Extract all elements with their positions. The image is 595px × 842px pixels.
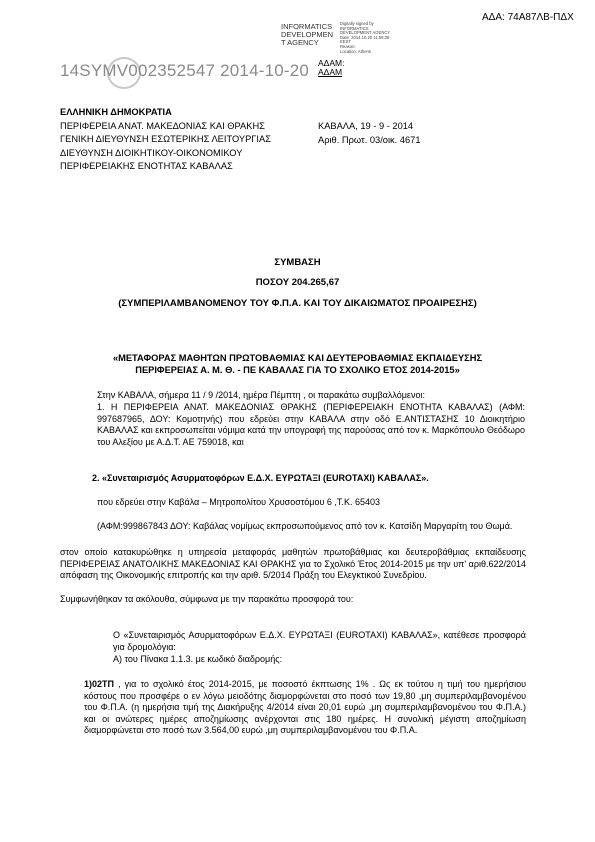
party-2-afm: (ΑΦΜ:999867843 ΔΟΥ: Καβάλας νομίμως εκπροσωπούμενος από τον κ. Κατσίδη Μαργαρίτη του Θωμά.	[97, 521, 513, 531]
signature-detail-line: EEST	[340, 39, 351, 45]
adam-value: ΑΔΑΜ	[318, 67, 343, 77]
vat-note: (ΣΥΜΠΕΡΙΛΑΜΒΑΝΟΜΕΝΟΥ ΤΟΥ Φ.Π.Α. ΚΑΙ ΤΟΥ ΔΙΚΑΙΩΜΑΤΟΣ ΠΡΟΑΙΡΕΣΗΣ)	[118, 298, 477, 309]
signature-detail-line: Date: 2014.10.20 11:59:38	[340, 34, 390, 40]
signature-detail-line: Reason:	[340, 43, 356, 49]
header-line: ΔΙΕΥΘΥΝΣΗ ΔΙΟΙΚΗΤΙΚΟΥ-ΟΙΚΟΝΟΜΙΚΟΥ	[60, 147, 243, 158]
party-2: 2. «Συνεταιρισμός Ασυρματοφόρων Ε.Δ.Χ. ΕΥΡΩΤΑΞΙ (EUROTAXI) ΚΑΒΑΛΑΣ».	[92, 473, 429, 483]
signature-detail-line: Digitally signed by	[340, 21, 374, 26]
watermark: 14SYMV002352547 2014-10-20	[60, 61, 310, 80]
authority-header	[60, 106, 271, 174]
header-line: ΓΕΝΙΚΗ ΔΙΕΥΘΥΝΣΗ ΕΣΩΤΕΡΙΚΗΣ ΛΕΙΤΟΥΡΓΙΑΣ	[60, 134, 271, 144]
header-line: ΠΕΡΙΦΕΡΕΙΑ ΑΝΑΤ. ΜΑΚΕΔΟΝΙΑΣ ΚΑΙ ΘΡΑΚΗΣ	[60, 120, 265, 131]
offer-text: Ο «Συνεταιρισμός Ασυρματοφόρων Ε.Δ.Χ. ΕΥΡΩΤΑΞΙ (EUROTAXI) ΚΑΒΑΛΑΣ», κατέθεσε προσφορά για δρομολόγια:	[113, 630, 526, 652]
awarded-text: στον οποίο κατακυρώθηκε η υπηρεσία μεταφοράς μαθητών πρωτοβάθμιας και δευτεροβάθμιας εκπαίδευσης ΠΕΡΙΦΕΡΕΙΑΣ ΑΝΑΤΟΛΙΚΗΣ ΜΑΚΕΔΟΝΙΑΣ ΚΑΙ ΘΡΑΚΗΣ για το Σχολικό Έτος 2014-2015 με την υπ' αριθ.622/2014 απόφαση της Οικονομικής επιτροπής και την αριθ. 5/2014 Πράξη του Ελεγκτικού Συνεδρίου.	[60, 547, 526, 580]
header-line: ΠΕΡΙΦΕΡΕΙΑΚΗΣ ΕΝΟΤΗΤΑΣ ΚΑΒΑΛΑΣ	[60, 161, 233, 171]
signature-detail-line: INFORMATICS	[340, 25, 369, 31]
route-code: 1)02ΤΠ	[84, 679, 115, 689]
offer-table-ref: Α) του Πίνακα 1.1.3. με κωδικό διαδρομής:	[113, 654, 283, 664]
protocol-number: Αριθ. Πρωτ. 03/οικ. 4671	[318, 134, 421, 145]
document-title: ΣΥΜΒΑΣΗ	[274, 257, 321, 268]
stamp-line: T AGENCY	[281, 38, 319, 47]
party-1: 1. Η ΠΕΡΙΦΕΡΕΙΑ ΑΝΑΤ. ΜΑΚΕΔΟΝΙΑΣ ΘΡΑΚΗΣ (ΠΕΡΙΦΕΡΕΙΑΚΗ ΕΝΟΤΗΤΑ ΚΑΒΑΛΑΣ) (ΑΦΜ: 997687965, ΔΟΥ: Κομοτηνής) που εδρεύει στην ΚΑΒΑΛΑ στην οδό Ε.ΑΝΤΙΣΤΑΣΗΣ 10 Διοικητήριο ΚΑΒΑΛΑΣ και εκπροσωπείται νόμιμα κατά την υπογραφή της παρούσας από τον κ. Μαρκόπουλο Θεόδωρο του Αλεξίου με Α.Δ.Τ. ΑΕ 759018, και	[97, 402, 525, 447]
stamp-line: INFORMATICS	[281, 22, 333, 31]
subject-line-1: «ΜΕΤΑΦΟΡΑΣ ΜΑΘΗΤΩΝ ΠΡΩΤΟΒΑΘΜΙΑΣ ΚΑΙ ΔΕΥΤΕΡΟΒΑΘΜΙΑΣ ΕΚΠΑΙΔΕΥΣΗΣ	[112, 353, 483, 363]
agreed-text: Συμφωνήθηκαν τα ακόλουθα, σύμφωνα με την παρακάτω προσφορά του:	[60, 594, 354, 604]
document-date: ΚΑΒΑΛΑ, 19 - 9 - 2014	[318, 121, 414, 131]
contract-amount: ΠΟΣΟΥ 204.265,67	[255, 277, 340, 288]
party-2-seat: που εδρεύει στην Καβάλα – Μητροπολίτου Χρυσοστόμου 6 ,Τ.Κ. 65403	[97, 497, 380, 507]
intro-text: Στην ΚΑΒΑΛΑ, σήμερα 11 / 9 /2014, ημέρα Πέμπτη , οι παρακάτω συμβαλλόμενοι:	[97, 390, 425, 400]
signature-details	[340, 22, 390, 54]
signature-detail-line: DEVELOPMENT AGENCY	[340, 30, 391, 36]
signature-detail-line: Location: Athens	[340, 48, 371, 54]
adam-label: ΑΔΑΜ:	[318, 58, 345, 68]
route-paragraph	[84, 679, 526, 737]
ada-number: ΑΔΑ: 74Α87ΛΒ-ΠΔΧ	[482, 12, 574, 23]
republic-title: ΕΛΛΗΝΙΚΗ ΔΗΜΟΚΡΑΤΙΑ	[60, 107, 172, 117]
route-details: , για το σχολικό έτος 2014-2015, με ποσοστό έκπτωσης 1% . Ως εκ τούτου η τιμή του ημερήσιου κόστους που προσφέρε ο εν λόγω μειοδότης διαμορφώνεται στο ποσό των 19,80 ,μη συμπεριλαμβανομένου του Φ.Π.Α. (η ημερήσια τιμή της Διακήρυξης 4/2014 είναι 20,01 ευρώ ,μη συμπεριλαμβανομένου του Φ.Π.Α.) και οι ανώτερες ημέρες αποζημίωσης ανέρχονται στις 180 ημέρες. Η συνολική μέγιστη αποζημίωση διαμορφώνεται στο ποσό των 3.564,00 ευρώ ,μη συμπεριλαμβανομένου του Φ.Π.Α.	[84, 679, 526, 735]
date-protocol	[318, 120, 421, 147]
stamp-line: DEVELOPMEN	[281, 30, 334, 39]
signature-stamp	[281, 23, 333, 47]
subject-line-2: ΠΕΡΙΦΕΡΕΙΑΣ Α. Μ. Θ. - ΠΕ ΚΑΒΑΛΑΣ ΓΙΑ ΤΟ ΣΧΟΛΙΚΟ ΕΤΟΣ 2014-2015»	[135, 365, 460, 375]
